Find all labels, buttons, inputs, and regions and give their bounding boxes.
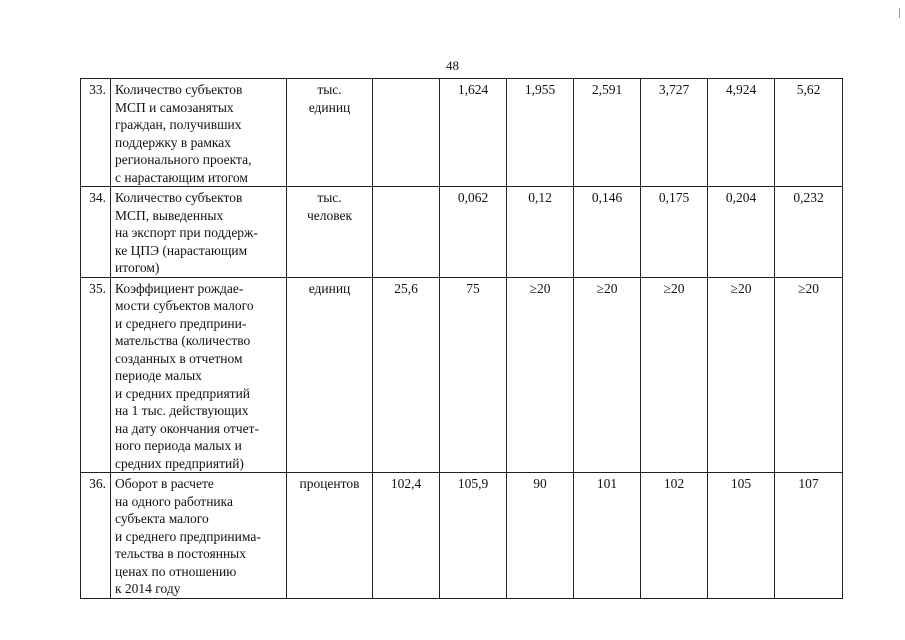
value-cell: 0,232 (775, 187, 843, 278)
value-cell: 0,12 (507, 187, 574, 278)
indicator-name-text: Оборот в расчете на одного работника субъекта малого и среднего предпринима- тельства в постоянных ценах по отношению к 2014 году (115, 476, 261, 596)
value-cell: ≥20 (775, 277, 843, 473)
row-number: 34. (81, 187, 111, 278)
indicator-name (111, 277, 287, 473)
value-cell: 105,9 (440, 473, 507, 599)
value-cell: 102 (641, 473, 708, 599)
value-cell (373, 79, 440, 187)
unit-cell (287, 187, 373, 278)
value-cell: 3,727 (641, 79, 708, 187)
table-row (81, 187, 843, 278)
indicators-table (80, 78, 843, 599)
value-cell: 0,062 (440, 187, 507, 278)
table-row (81, 277, 843, 473)
value-cell: 0,146 (574, 187, 641, 278)
value-cell: 4,924 (708, 79, 775, 187)
value-cell: 107 (775, 473, 843, 599)
unit-text: тыс. человек (306, 190, 353, 223)
unit-cell (287, 277, 373, 473)
value-cell: ≥20 (507, 277, 574, 473)
value-cell: ≥20 (708, 277, 775, 473)
value-cell: ≥20 (574, 277, 641, 473)
unit-cell (287, 473, 373, 599)
value-cell: ≥20 (641, 277, 708, 473)
unit-cell (287, 79, 373, 187)
indicator-name (111, 79, 287, 187)
value-cell: 5,62 (775, 79, 843, 187)
row-number: 35. (81, 277, 111, 473)
indicator-name (111, 473, 287, 599)
row-number: 33. (81, 79, 111, 187)
unit-text: единиц (308, 280, 351, 296)
indicator-name-text: Коэффициент рождае- мости субъектов малого и среднего предприни- мательства (количество созданных в отчетном периоде малых и средних предприятий на 1 тыс. действующих на дату окончания отчет- ного периода малых и средних предприятий) (115, 280, 260, 471)
value-cell: 2,591 (574, 79, 641, 187)
unit-text: тыс. единиц (308, 82, 351, 115)
value-cell: 105 (708, 473, 775, 599)
value-cell: 90 (507, 473, 574, 599)
value-cell: 101 (574, 473, 641, 599)
page-number: 48 (446, 58, 459, 73)
value-cell: 1,955 (507, 79, 574, 187)
row-number: 36. (81, 473, 111, 599)
value-cell: 0,204 (708, 187, 775, 278)
value-cell: 25,6 (373, 277, 440, 473)
indicator-name-text: Количество субъектов МСП и самозанятых граждан, получивших поддержку в рамках регионального проекта, с нарастающим итогом (115, 82, 252, 185)
table-row (81, 79, 843, 187)
value-cell: 75 (440, 277, 507, 473)
scan-edge-mark (899, 8, 900, 18)
unit-text: процентов (299, 476, 360, 491)
indicator-name-text: Количество субъектов МСП, выведенных на экспорт при поддерж- ке ЦПЭ (нарастающим итогом) (115, 190, 258, 275)
value-cell (373, 187, 440, 278)
value-cell: 1,624 (440, 79, 507, 187)
value-cell: 0,175 (641, 187, 708, 278)
indicator-name (111, 187, 287, 278)
value-cell: 102,4 (373, 473, 440, 599)
table-row (81, 473, 843, 599)
